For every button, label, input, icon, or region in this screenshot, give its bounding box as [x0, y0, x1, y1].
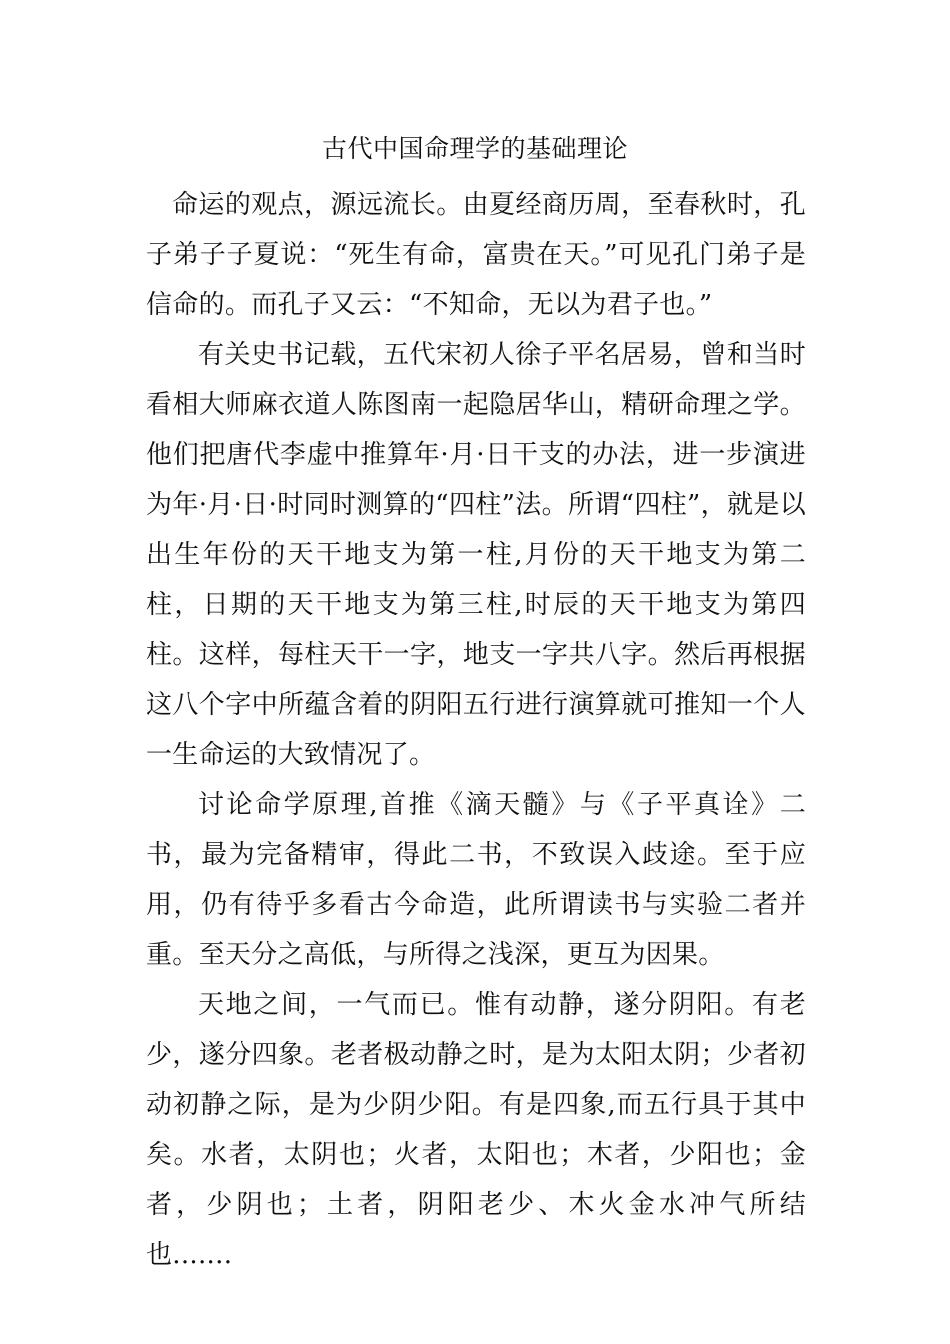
- paragraph-1: 命运的观点，源远流长。由夏经商历周，至春秋时，孔子弟子子夏说：“死生有命，富贵在天。”可见孔门弟子是信命的。而孔子又云：“不知命，无以为君子也。”: [146, 190, 806, 320]
- document-body: [146, 180, 806, 1280]
- document-title: 古代中国命理学的基础理论: [321, 134, 628, 163]
- paragraph-3: 讨论命学原理,首推《滴天髓》与《子平真诠》二书，最为完备精审，得此二书，不致误入歧途。至于应用，仍有待乎多看古今命造，此所谓读书与实验二者并重。至天分之高低，与所得之浅深，更互为因果。: [146, 790, 806, 970]
- paragraph-4: 天地之间，一气而已。惟有动静，遂分阴阳。有老少，遂分四象。老者极动静之时，是为太阳太阴；少者初动初静之际，是为少阴少阳。有是四象,而五行具于其中矣。水者，太阴也；火者，太阳也；木者，少阳也；金者，少阴也；土者，阴阳老少、木火金水冲气所结也.......: [146, 990, 806, 1270]
- paragraph-2: 有关史书记载，五代宋初人徐子平名居易，曾和当时看相大师麻衣道人陈图南一起隐居华山，精研命理之学。他们把唐代李虚中推算年·月·日干支的办法，进一步演进为年·月·日·时同时测算的“四柱”法。所谓“四柱”，就是以出生年份的天干地支为第一柱,月份的天干地支为第二柱，日期的天干地支为第三柱,时辰的天干地支为第四柱。这样，每柱天干一字，地支一字共八字。然后再根据这八个字中所蕴含着的阴阳五行进行演算就可推知一个人一生命运的大致情况了。: [146, 340, 806, 770]
